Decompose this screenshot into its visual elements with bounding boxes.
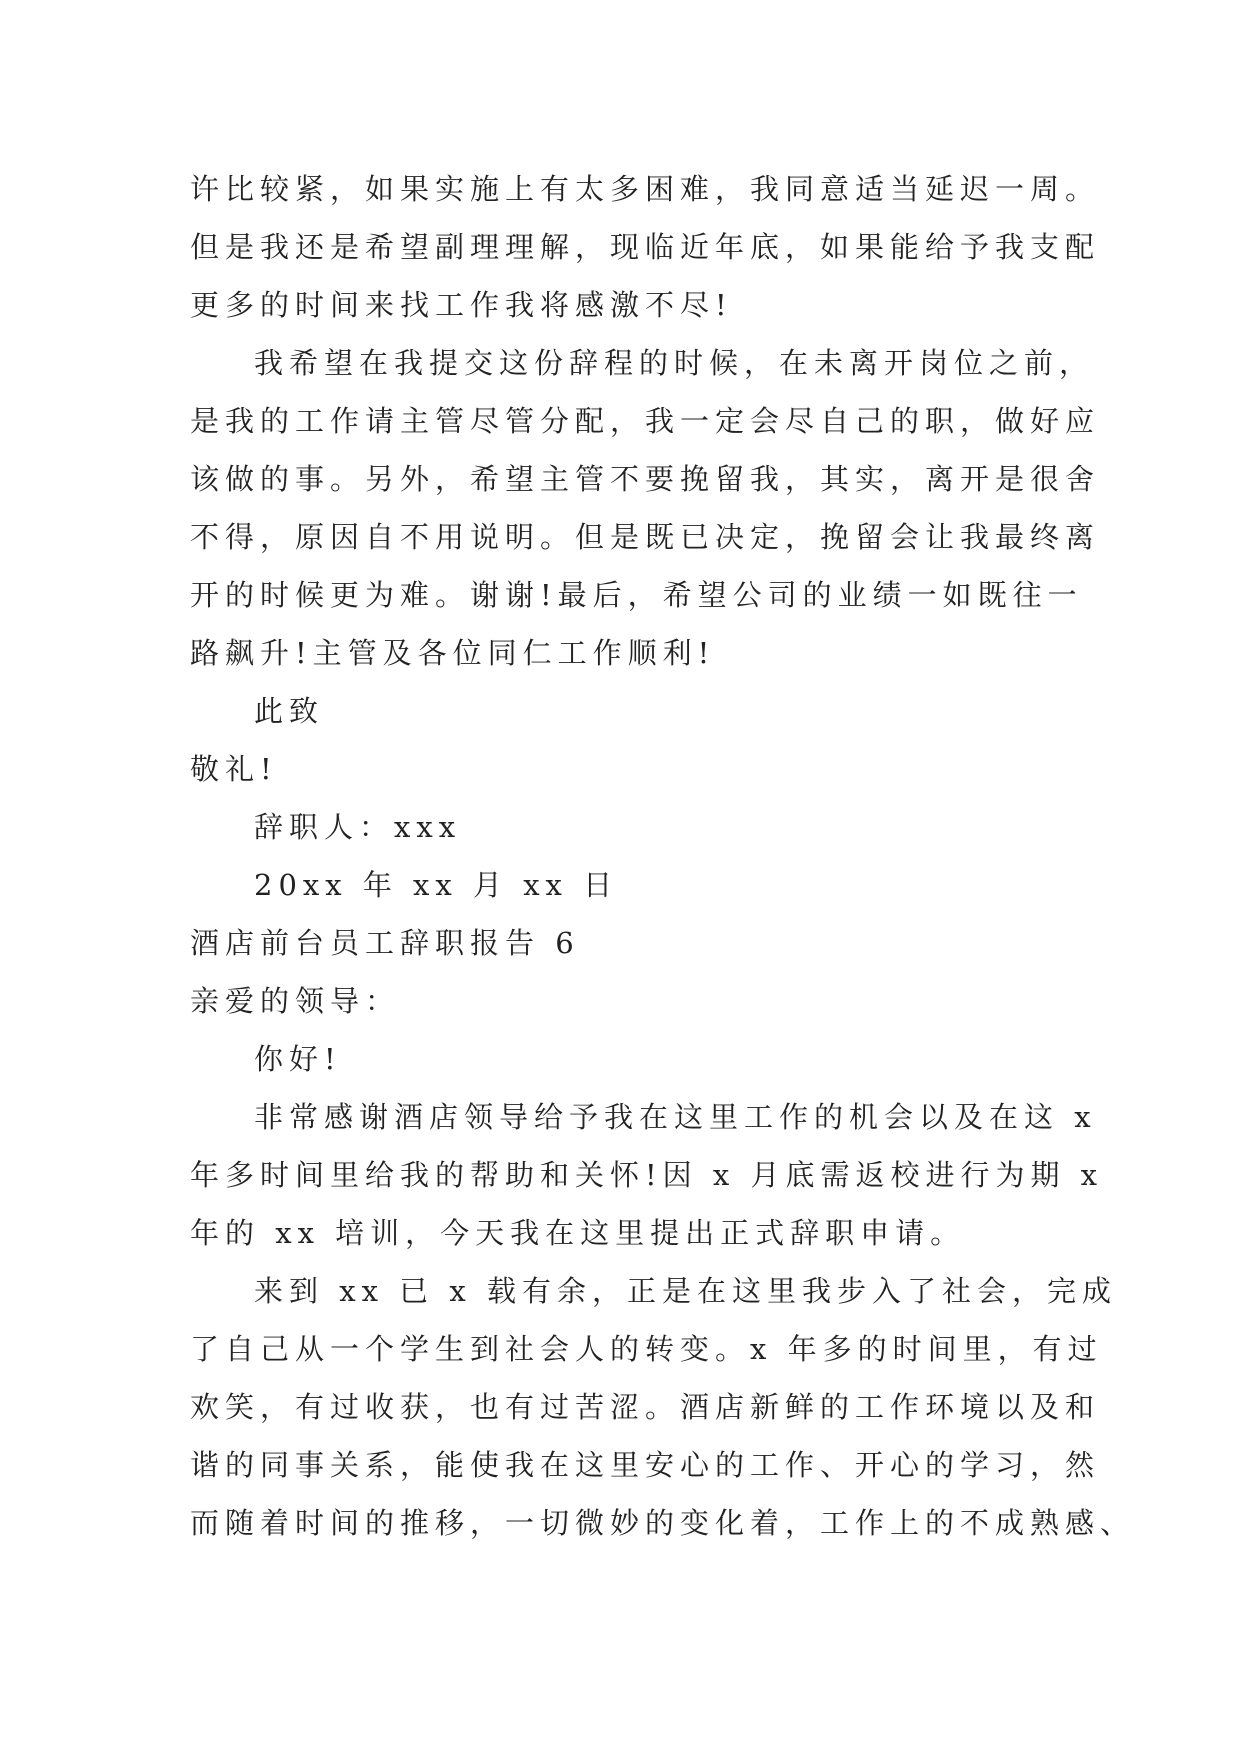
text-line: 是我的工作请主管尽管分配，我一定会尽自己的职，做好应 xyxy=(190,404,1101,438)
closing-salutation: 此致 xyxy=(254,694,325,728)
greeting-line: 你好! xyxy=(254,1042,342,1076)
text-line: 许比较紧，如果实施上有太多困难，我同意适当延迟一周。 xyxy=(190,172,1101,206)
text-line: 开的时候更为难。谢谢!最后，希望公司的业绩一如既往一 xyxy=(190,578,1083,612)
paragraph-start-line: 来到 xx 已 x 载有余，正是在这里我步入了社会，完成 xyxy=(254,1274,1117,1308)
signature-line: 辞职人：xxx xyxy=(254,810,462,844)
text-line: 更多的时间来找工作我将感激不尽! xyxy=(190,288,733,322)
text-line: 年的 xx 培训，今天我在这里提出正式辞职申请。 xyxy=(190,1216,966,1250)
text-line: 但是我还是希望副理理解，现临近年底，如果能给予我支配 xyxy=(190,230,1101,264)
text-line: 谐的同事关系，能使我在这里安心的工作、开心的学习，然 xyxy=(190,1448,1101,1482)
text-line: 了自己从一个学生到社会人的转变。x 年多的时间里，有过 xyxy=(190,1332,1103,1366)
addressee-line: 亲爱的领导： xyxy=(190,984,401,1018)
paragraph-start-line: 非常感谢酒店领导给予我在这里工作的机会以及在这 x xyxy=(254,1100,1097,1134)
text-line: 年多时间里给我的帮助和关怀!因 x 月底需返校进行为期 x xyxy=(190,1158,1104,1192)
closing-regards: 敬礼! xyxy=(190,752,278,786)
paragraph-start-line: 我希望在我提交这份辞程的时候，在未离开岗位之前， xyxy=(254,346,1095,380)
date-line: 20xx 年 xx 月 xx 日 xyxy=(254,868,619,902)
text-line: 欢笑，有过收获，也有过苦涩。酒店新鲜的工作环境以及和 xyxy=(190,1390,1101,1424)
text-line: 该做的事。另外，希望主管不要挽留我，其实，离开是很舍 xyxy=(190,462,1101,496)
text-line: 路飙升!主管及各位同仁工作顺利! xyxy=(190,636,716,670)
section-title: 酒店前台员工辞职报告 6 xyxy=(190,926,580,960)
text-line: 而随着时间的推移，一切微妙的变化着，工作上的不成熟感、 xyxy=(190,1506,1136,1540)
text-line: 不得，原因自不用说明。但是既已决定，挽留会让我最终离 xyxy=(190,520,1101,554)
